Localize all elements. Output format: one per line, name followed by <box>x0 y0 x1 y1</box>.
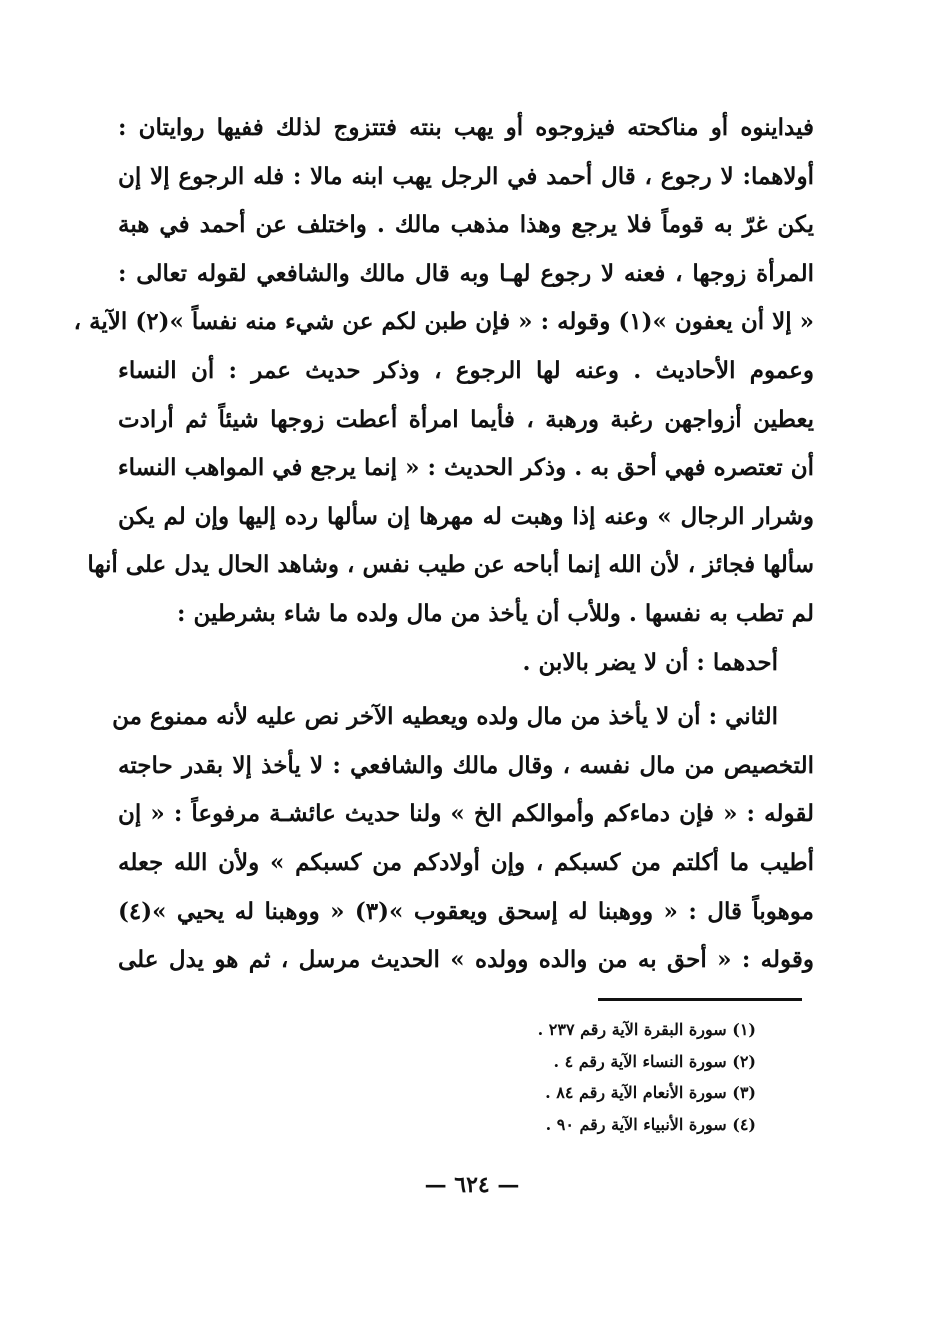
footnotes <box>356 1014 756 1140</box>
text-line: وشرار الرجال » وعنه إذا وهبت له مهرها إن سألها رده إليها وإن لم يكن <box>118 502 814 530</box>
text-line: « إلا أن يعفون »(١) وقوله : « فإن طبن لكم عن شيء منه نفساً »(٢) الآية ، <box>73 308 814 336</box>
text-line: يكن غرّ به قوماً فلا يرجع وهذا مذهب مالك . واختلف عن أحمد في هبة <box>118 211 814 239</box>
text-line: لقوله : « فإن دماءكم وأموالكم الخ » ولنا حديث عائشـة مرفوعاً : « إن <box>118 800 814 828</box>
text-line: وقوله : « أحق به من والده وولده » الحديث مرسل ، ثم هو يدل على <box>118 946 814 974</box>
text-line: المرأة زوجها ، فعنه لا رجوع لهـا وبه قال مالك والشافعي لقوله تعالى : <box>118 259 814 287</box>
text-line: وعموم الأحاديث . وعنه لها الرجوع ، وذكر حديث عمر : أن النساء <box>118 356 814 384</box>
text-line: لم تطب به نفسها . وللأب أن يأخذ من مال ولده ما شاء بشرطين : <box>176 599 814 627</box>
text-line: موهوباً قال : « ووهبنا له إسحق ويعقوب »(٣) « ووهبنا له يحيي »(٤) <box>118 897 814 925</box>
text-line: التخصيص من مال نفسه ، وقال مالك والشافعي : لا يأخذ إلا بقدر حاجته <box>118 751 814 779</box>
footnote-separator <box>598 998 802 1001</box>
footnote: (٣) سورة الأنعام الآية رقم ٨٤ . <box>545 1083 756 1102</box>
text-line: أحدهما : أن لا يضر بالابن . <box>522 648 778 676</box>
footnote: (٢) سورة النساء الآية رقم ٤ . <box>553 1051 756 1071</box>
main-text <box>73 104 814 985</box>
text-line: يعطين أزواجهن رغبة ورهبة ، فأيما امرأة أعطت زوجها شيئاً ثم أرادت <box>118 405 814 433</box>
footnote: (١) سورة البقرة الآية رقم ٢٣٧ . <box>537 1020 756 1039</box>
text-line: أولاهما: لا رجوع ، قال أحمد في الرجل يهب ابنه مالا : فله الرجوع إلا إن <box>118 162 814 190</box>
page-number: — ٦٢٤ — <box>424 1172 520 1198</box>
text-line: أطيب ما أكلتم من كسبكم ، وإن أولادكم من كسبكم » ولأن الله جعله <box>118 848 814 876</box>
text-line: الثاني : أن لا يأخذ من مال ولده ويعطيه الآخر نص عليه لأنه ممنوع من <box>112 703 778 731</box>
footnote: (٤) سورة الأنبياء الآية رقم ٩٠ . <box>545 1114 756 1134</box>
text-line: أن تعتصره فهي أحق به . وذكر الحديث : « إنما يرجع في المواهب النساء <box>117 454 814 482</box>
text-line: فيداينوه أو مناكحته فيزوجوه أو يهب بنته فتتزوج لذلك ففيها روايتان : <box>118 114 814 141</box>
text-line: سألها فجائز ، لأن الله إنما أباحه عن طيب نفس ، وشاهد الحال يدل على أنها <box>87 551 814 579</box>
